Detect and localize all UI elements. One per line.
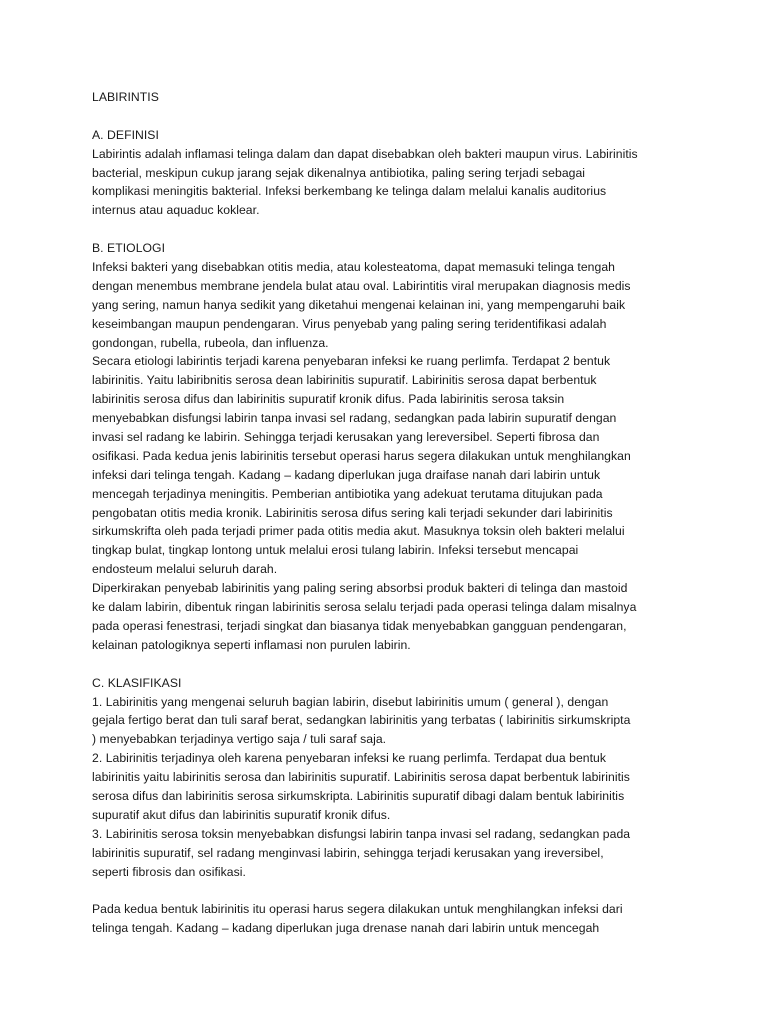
paragraph-line: ke dalam labirin, dibentuk ringan labirinitis serosa selalu terjadi pada operasi telinga dalam misalnya <box>92 600 637 615</box>
paragraph-line: labirinitis. Yaitu labiribnitis serosa dean labirinitis supuratif. Labirinitis serosa dapat berbentuk <box>92 373 597 388</box>
paragraph-line: telinga tengah. Kadang – kadang diperlukan juga drenase nanah dari labirin untuk mencegah <box>92 921 600 936</box>
paragraph-line: Secara etiologi labirintis terjadi karena penyebaran infeksi ke ruang perlimfa. Terdapat 2 bentuk <box>92 354 611 369</box>
paragraph-line: mencegah terjadinya meningitis. Pemberian antibiotika yang adekuat terutama ditujukan pada <box>92 486 603 501</box>
paragraph-line: pada operasi fenestrasi, terjadi singkat dan biasanya tidak menyebabkan gangguan pendengaran, <box>92 618 627 633</box>
paragraph-line: Diperkirakan penyebab labirinitis yang paling sering absorbsi produk bakteri di telinga dan mastoid <box>92 581 628 596</box>
spacer <box>92 220 682 239</box>
paragraph-line: menyebabkan disfungsi labirin tanpa invasi sel radang, sedangkan pada labirin supuratif dengan <box>92 411 617 426</box>
paragraph-line: bacterial, meskipun cukup jarang sejak dikenalnya antibiotika, paling sering terjadi sebagai <box>92 165 586 180</box>
spacer <box>92 107 682 126</box>
paragraph-line: Labirintis adalah inflamasi telinga dalam dan dapat disebabkan oleh bakteri maupun virus. Labirinitis <box>92 146 638 161</box>
paragraph-line: infeksi dari telinga tengah. Kadang – kadang diperlukan juga draifase nanah dari labirin untuk <box>92 467 601 482</box>
paragraph-line: dengan menembus membrane jendela bulat atau oval. Labirintitis viral merupakan diagnosis medis <box>92 278 631 293</box>
paragraph-line: Infeksi bakteri yang disebabkan otitis media, atau kolesteatoma, dapat memasuki telinga tengah <box>92 260 615 275</box>
paragraph-line: 2. Labirinitis terjadinya oleh karena penyebaran infeksi ke ruang perlimfa. Terdapat dua bentuk <box>92 751 607 766</box>
paragraph-line: Pada kedua bentuk labirinitis itu operasi harus segera dilakukan untuk menghilangkan infeksi dari <box>92 902 623 917</box>
document-title: LABIRINTIS <box>92 90 159 104</box>
paragraph-line: yang sering, namun hanya sedikit yang diketahui mengenai kelainan ini, yang mempengaruhi baik <box>92 297 626 312</box>
paragraph-line: pengobatan otitis media kronik. Labirinitis serosa difus sering kali terjadi sekunder dari labirinitis <box>92 505 613 520</box>
paragraph-line: 1. Labirinitis yang mengenai seluruh bagian labirin, disebut labirinitis umum ( general ), dengan <box>92 694 609 709</box>
section-heading-definisi: A. DEFINISI <box>92 127 159 142</box>
paragraph-line: osifikasi. Pada kedua jenis labirinitis tersebut operasi harus segera dilakukan untuk menghilangkan <box>92 448 631 463</box>
paragraph-line: komplikasi meningitis bakterial. Infeksi berkembang ke telinga dalam melalui kanalis auditorius <box>92 184 607 199</box>
paragraph-line: endosteum melalui seluruh darah. <box>92 562 278 577</box>
spacer <box>92 881 682 900</box>
paragraph-line: supuratif akut difus dan labirinitis supuratif kronik difus. <box>92 807 391 822</box>
document-body <box>92 88 682 938</box>
paragraph-line: gondongan, rubella, rubeola, dan influenza. <box>92 335 329 350</box>
paragraph-line: serosa difus dan labirinitis serosa sirkumskripta. Labirinitis supuratif dibagi dalam bentuk labirinitis <box>92 788 625 803</box>
paragraph-line: internus atau aquaduc koklear. <box>92 203 260 218</box>
paragraph-line: gejala fertigo berat dan tuli saraf berat, sedangkan labirinitis yang terbatas ( labirinitis sirkumskripta <box>92 713 631 728</box>
paragraph-line: invasi sel radang ke labirin. Sehingga terjadi kerusakan yang lereversibel. Seperti fibrosa dan <box>92 430 600 445</box>
paragraph-line: labirinitis serosa difus dan labirinitis supuratif kronik difus. Pada labirinitis serosa taksin <box>92 392 565 407</box>
paragraph-line: labirinitis yaitu labirinitis serosa dan labirinitis supuratif. Labirinitis serosa dapat berbentuk labirinitis <box>92 770 630 785</box>
paragraph-line: kelainan patologiknya seperti inflamasi non purulen labirin. <box>92 637 411 652</box>
paragraph-line: seperti fibrosis dan osifikasi. <box>92 864 246 879</box>
paragraph-line: 3. Labirinitis serosa toksin menyebabkan disfungsi labirin tanpa invasi sel radang, sedangkan pada <box>92 826 631 841</box>
paragraph-line: labirinitis supuratif, sel radang menginvasi labirin, sehingga terjadi kerusakan yang ireversibel, <box>92 845 604 860</box>
section-heading-etiologi: B. ETIOLOGI <box>92 241 166 256</box>
section-heading-klasifikasi: C. KLASIFIKASI <box>92 675 182 690</box>
paragraph-line: sirkumskrifta oleh pada terjadi primer pada otitis media akut. Masuknya toksin oleh bakteri melalui <box>92 524 625 539</box>
paragraph-line: keseimbangan maupun pendengaran. Virus penyebab yang paling sering teridentifikasi adalah <box>92 316 607 331</box>
paragraph-line: ) menyebabkan terjadinya vertigo saja / tuli saraf saja. <box>92 732 387 747</box>
paragraph-line: tingkap bulat, tingkap lontong untuk melalui erosi tulang labirin. Infeksi tersebut mencapai <box>92 543 579 558</box>
spacer <box>92 655 682 674</box>
